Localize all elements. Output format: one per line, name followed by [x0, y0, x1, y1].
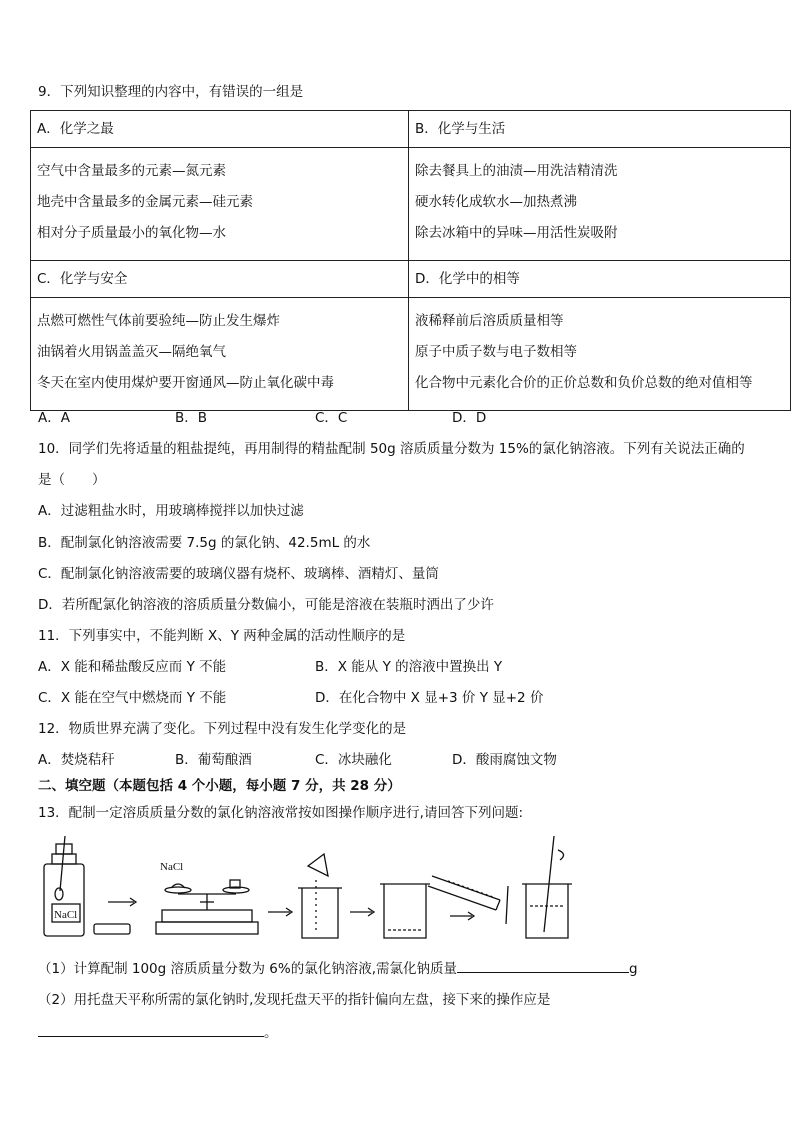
- cell-b-item: 除去餐具上的油渍—用洗洁精清洗: [415, 163, 618, 179]
- balance-icon: [156, 880, 258, 934]
- pouring-cylinder-icon: [380, 876, 508, 938]
- reagent-bottle-icon: [44, 836, 84, 936]
- q13-sub2: （2）用托盘天平称所需的氯化钠时,发现托盘天平的指针偏向左盘，接下来的操作应是: [38, 992, 551, 1008]
- q13-sub2-end: 。: [264, 1025, 278, 1041]
- cell-a-title: A．化学之最: [31, 111, 409, 148]
- cell-d-item: 化合物中元素化合价的正价总数和负价总数的绝对值相等: [415, 375, 753, 391]
- solution-prep-figure: [38, 836, 598, 946]
- q12-option-a[interactable]: A．焚烧秸秆: [38, 752, 115, 768]
- q10-option-b[interactable]: B．配制氯化钠溶液需要 7.5g 的氯化钠、42.5mL 的水: [38, 535, 371, 551]
- cell-b-title: B．化学与生活: [409, 111, 791, 148]
- cell-a-body: [31, 148, 409, 261]
- cell-c-body: [31, 298, 409, 411]
- arrow-icon: [268, 908, 292, 916]
- cell-a-item: 相对分子质量最小的氧化物—水: [37, 225, 226, 241]
- q13-stem: 13．配制一定溶质质量分数的氯化钠溶液常按如图操作顺序进行,请回答下列问题:: [38, 805, 524, 821]
- q11-option-a[interactable]: A．X 能和稀盐酸反应而 Y 不能: [38, 659, 227, 675]
- q13-sub1-unit: g: [629, 961, 638, 977]
- beaker-icon: [298, 854, 342, 938]
- q9-option-b[interactable]: B．B: [175, 410, 208, 426]
- q13-sub1-text: （1）计算配制 100g 溶质质量分数为 6%的氯化钠溶液,需氯化钠质量: [38, 961, 458, 977]
- section-title-fill-blank: 二、填空题（本题包括 4 个小题，每小题 7 分，共 28 分）: [38, 778, 401, 794]
- arrow-icon: [350, 908, 374, 916]
- q10-option-a[interactable]: A．过滤粗盐水时，用玻璃棒搅拌以加快过滤: [38, 503, 304, 519]
- q10-option-c[interactable]: C．配制氯化钠溶液需要的玻璃仪器有烧杯、玻璃棒、酒精灯、量筒: [38, 566, 439, 582]
- bottle-stopper-icon: [94, 924, 130, 934]
- cell-a-item: 地壳中含量最多的金属元素—硅元素: [37, 194, 253, 210]
- q11-option-c[interactable]: C．X 能在空气中燃烧而 Y 不能: [38, 690, 227, 706]
- arrow-icon: [108, 898, 136, 906]
- stirring-beaker-icon: [522, 836, 572, 938]
- q13-sub1: [38, 958, 638, 979]
- q11-option-d[interactable]: D．在化合物中 X 显+3 价 Y 显+2 价: [315, 690, 544, 706]
- q13-sub1-answer-blank[interactable]: [457, 958, 629, 973]
- q9-knowledge-table: [30, 110, 791, 411]
- q9-stem: 9．下列知识整理的内容中，有错误的一组是: [38, 84, 304, 100]
- cell-b-item: 硬水转化成软水—加热煮沸: [415, 194, 577, 210]
- cell-c-item: 冬天在室内使用煤炉要开窗通风—防止氧化碳中毒: [37, 375, 334, 391]
- q10-stem-line1: 10．同学们先将适量的粗盐提纯，再用制得的精盐配制 50g 溶质质量分数为 15%的氯化钠溶液。下列有关说法正确的: [38, 441, 745, 457]
- q9-option-c[interactable]: C．C: [315, 410, 348, 426]
- q11-option-b[interactable]: B．X 能从 Y 的溶液中置换出 Y: [315, 659, 503, 675]
- q12-option-c[interactable]: C．冰块融化: [315, 752, 392, 768]
- q12-option-b[interactable]: B．葡萄酿酒: [175, 752, 252, 768]
- q12-option-d[interactable]: D．酸雨腐蚀文物: [452, 752, 557, 768]
- cell-d-title: D．化学中的相等: [409, 261, 791, 298]
- cell-c-item: 油锅着火用锅盖盖灭—隔绝氧气: [37, 344, 226, 360]
- q13-sub2-answer-line: [38, 1022, 278, 1043]
- cell-a-item: 空气中含量最多的元素—氮元素: [37, 163, 226, 179]
- cell-d-item: 原子中质子数与电子数相等: [415, 344, 577, 360]
- bottle-label: NaCl: [54, 909, 78, 921]
- arrow-icon: [450, 912, 474, 920]
- q13-sub2-answer-blank[interactable]: [38, 1022, 264, 1037]
- q9-option-a[interactable]: A．A: [38, 410, 70, 426]
- q10-stem-line2: 是（ ）: [38, 472, 106, 488]
- cell-c-item: 点燃可燃性气体前要验纯—防止发生爆炸: [37, 313, 280, 329]
- cell-d-body: [409, 298, 791, 411]
- cell-c-title: C．化学与安全: [31, 261, 409, 298]
- balance-label: NaCl: [160, 861, 184, 873]
- cell-d-item: 液稀释前后溶质质量相等: [415, 313, 564, 329]
- cell-b-item: 除去冰箱中的异味—用活性炭吸附: [415, 225, 618, 241]
- cell-b-body: [409, 148, 791, 261]
- q10-option-d[interactable]: D．若所配氯化钠溶液的溶质质量分数偏小，可能是溶液在装瓶时洒出了少许: [38, 597, 494, 613]
- q9-option-d[interactable]: D．D: [452, 410, 487, 426]
- q12-stem: 12．物质世界充满了变化。下列过程中没有发生化学变化的是: [38, 721, 407, 737]
- q11-stem: 11．下列事实中，不能判断 X、Y 两种金属的活动性顺序的是: [38, 628, 406, 644]
